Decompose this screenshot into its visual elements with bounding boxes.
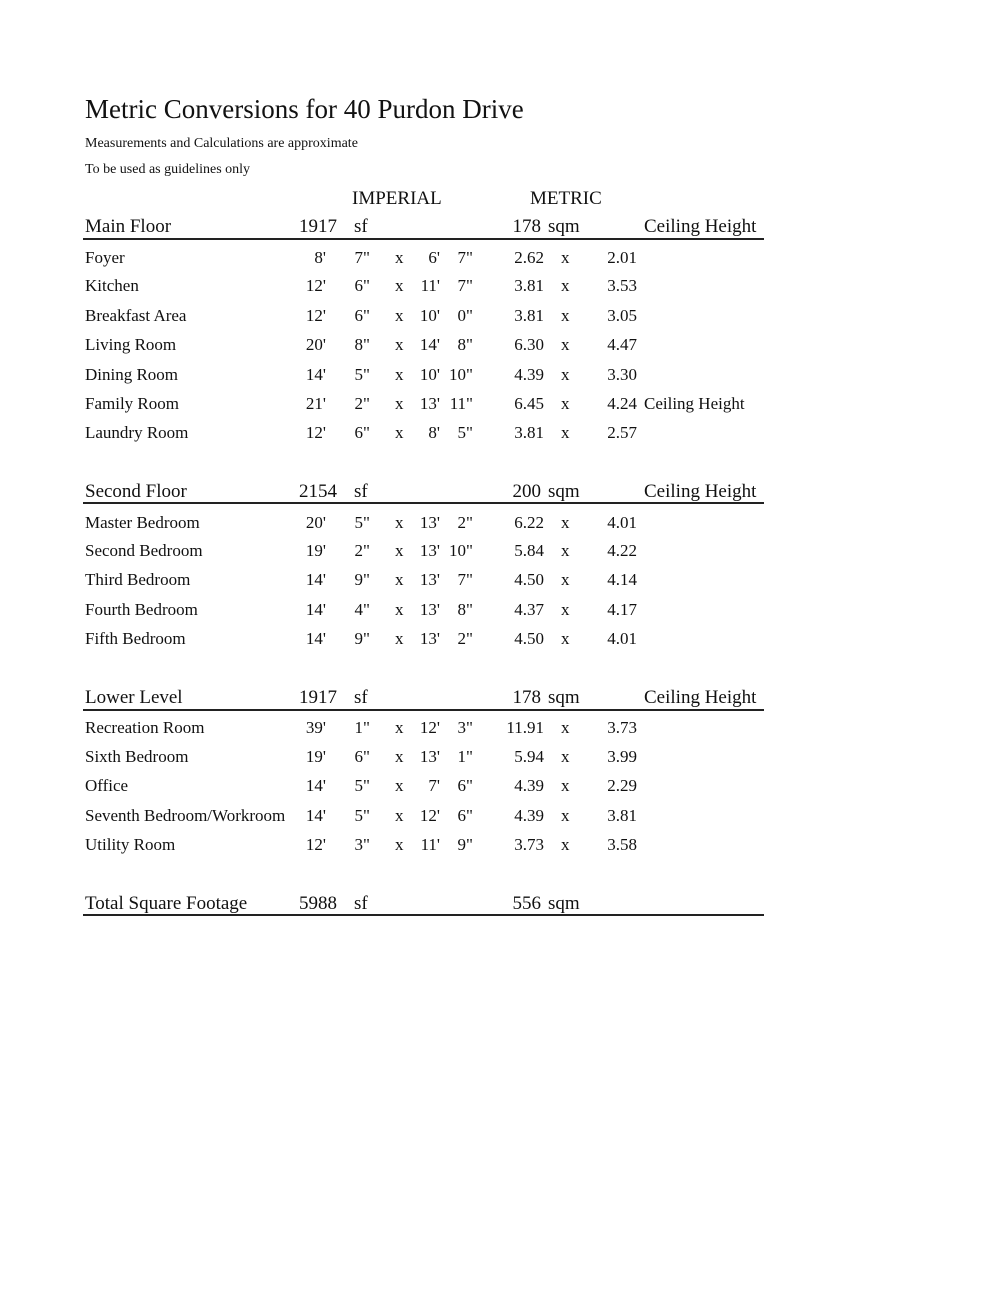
width-inches: 6"	[457, 776, 473, 795]
room-row	[0, 513, 1000, 539]
width-inches: 0"	[457, 306, 473, 325]
room-row	[0, 629, 1000, 655]
length-feet: 12'	[305, 276, 326, 295]
length-metres: 2.62	[514, 248, 544, 267]
section-area-sqm: 178	[512, 216, 541, 237]
width-inches: 9"	[457, 835, 473, 854]
length-feet: 19'	[305, 747, 326, 766]
section-divider	[83, 709, 764, 711]
times-sign: x	[395, 423, 404, 442]
width-metres: 4.01	[607, 513, 637, 532]
length-feet: 20'	[305, 513, 326, 532]
length-feet: 39'	[305, 718, 326, 737]
width-inches: 10"	[449, 541, 473, 560]
room-row	[0, 541, 1000, 567]
length-inches: 5"	[354, 776, 370, 795]
times-sign: x	[561, 629, 570, 648]
room-name: Sixth Bedroom	[85, 747, 189, 766]
length-metres: 4.50	[514, 629, 544, 648]
times-sign: x	[395, 629, 404, 648]
times-sign: x	[561, 835, 570, 854]
width-feet: 12'	[419, 718, 440, 737]
width-inches: 8"	[457, 335, 473, 354]
room-row	[0, 394, 1000, 420]
disclaimer-note: Measurements and Calculations are approximate	[85, 136, 358, 151]
width-feet: 13'	[419, 394, 440, 413]
length-inches: 9"	[354, 629, 370, 648]
room-row	[0, 806, 1000, 832]
room-row	[0, 335, 1000, 361]
length-metres: 4.39	[514, 806, 544, 825]
width-metres: 4.24	[607, 394, 637, 413]
ceiling-height-header: Ceiling Height	[644, 216, 757, 237]
room-name: Kitchen	[85, 276, 139, 295]
width-inches: 10"	[449, 365, 473, 384]
section-area-sf: 1917	[299, 216, 337, 237]
width-inches: 7"	[457, 276, 473, 295]
times-sign: x	[561, 570, 570, 589]
times-sign: x	[395, 600, 404, 619]
room-name: Breakfast Area	[85, 306, 187, 325]
length-metres: 4.50	[514, 570, 544, 589]
width-metres: 4.01	[607, 629, 637, 648]
width-feet: 10'	[419, 306, 440, 325]
length-feet: 21'	[305, 394, 326, 413]
width-feet: 14'	[419, 335, 440, 354]
room-row	[0, 718, 1000, 744]
room-name: Foyer	[85, 248, 125, 267]
times-sign: x	[561, 276, 570, 295]
ceiling-height-header: Ceiling Height	[644, 481, 757, 502]
width-feet: 7'	[428, 776, 440, 795]
sf-unit: sf	[354, 893, 368, 914]
page-title: Metric Conversions for 40 Purdon Drive	[85, 94, 524, 124]
imperial-column-header: IMPERIAL	[352, 188, 442, 209]
room-name: Fourth Bedroom	[85, 600, 198, 619]
room-row	[0, 248, 1000, 274]
length-metres: 6.45	[514, 394, 544, 413]
times-sign: x	[395, 541, 404, 560]
width-inches: 1"	[457, 747, 473, 766]
times-sign: x	[561, 600, 570, 619]
length-feet: 14'	[305, 600, 326, 619]
length-feet: 19'	[305, 541, 326, 560]
times-sign: x	[561, 248, 570, 267]
width-inches: 11"	[449, 394, 473, 413]
length-inches: 9"	[354, 570, 370, 589]
length-metres: 4.39	[514, 776, 544, 795]
times-sign: x	[395, 248, 404, 267]
length-inches: 1"	[354, 718, 370, 737]
ceiling-height-note: Ceiling Height	[644, 394, 745, 413]
ceiling-height-header: Ceiling Height	[644, 687, 757, 708]
times-sign: x	[561, 718, 570, 737]
room-row	[0, 365, 1000, 391]
sqm-unit: sqm	[548, 893, 580, 914]
width-inches: 2"	[457, 629, 473, 648]
section-divider	[83, 238, 764, 240]
length-metres: 6.30	[514, 335, 544, 354]
times-sign: x	[561, 747, 570, 766]
times-sign: x	[395, 276, 404, 295]
length-inches: 7"	[354, 248, 370, 267]
length-metres: 11.91	[506, 718, 544, 737]
width-metres: 3.05	[607, 306, 637, 325]
room-name: Fifth Bedroom	[85, 629, 186, 648]
length-inches: 3"	[354, 835, 370, 854]
room-name: Living Room	[85, 335, 177, 354]
length-feet: 12'	[305, 423, 326, 442]
length-metres: 5.94	[514, 747, 544, 766]
sqm-unit: sqm	[548, 481, 580, 502]
room-name: Dining Room	[85, 365, 179, 384]
times-sign: x	[395, 776, 404, 795]
width-feet: 10'	[419, 365, 440, 384]
room-row	[0, 306, 1000, 332]
length-metres: 6.22	[514, 513, 544, 532]
length-inches: 6"	[354, 306, 370, 325]
times-sign: x	[561, 365, 570, 384]
length-metres: 3.73	[514, 835, 544, 854]
length-metres: 3.81	[514, 306, 544, 325]
section-name: Second Floor	[85, 481, 187, 502]
section-area-sqm: 178	[512, 687, 541, 708]
width-feet: 12'	[419, 806, 440, 825]
sqm-unit: sqm	[548, 216, 580, 237]
length-inches: 6"	[354, 747, 370, 766]
width-inches: 8"	[457, 600, 473, 619]
total-area-sf: 5988	[299, 893, 337, 914]
width-metres: 3.99	[607, 747, 637, 766]
width-inches: 7"	[457, 248, 473, 267]
length-inches: 4"	[354, 600, 370, 619]
width-metres: 4.22	[607, 541, 637, 560]
width-metres: 4.14	[607, 570, 637, 589]
times-sign: x	[395, 747, 404, 766]
length-inches: 5"	[354, 365, 370, 384]
width-inches: 6"	[457, 806, 473, 825]
length-inches: 2"	[354, 394, 370, 413]
times-sign: x	[561, 776, 570, 795]
width-metres: 2.29	[607, 776, 637, 795]
length-inches: 6"	[354, 276, 370, 295]
section-name: Main Floor	[85, 216, 172, 237]
length-inches: 6"	[354, 423, 370, 442]
times-sign: x	[561, 423, 570, 442]
width-metres: 3.53	[607, 276, 637, 295]
sf-unit: sf	[354, 216, 368, 237]
width-feet: 13'	[419, 513, 440, 532]
length-feet: 14'	[305, 806, 326, 825]
section-area-sf: 1917	[299, 687, 337, 708]
sf-unit: sf	[354, 687, 368, 708]
times-sign: x	[395, 570, 404, 589]
length-feet: 14'	[305, 629, 326, 648]
width-metres: 3.30	[607, 365, 637, 384]
length-inches: 5"	[354, 806, 370, 825]
room-name: Second Bedroom	[85, 541, 203, 560]
room-name: Seventh Bedroom/Workroom	[85, 806, 286, 825]
width-metres: 4.47	[607, 335, 637, 354]
times-sign: x	[395, 806, 404, 825]
room-name: Recreation Room	[85, 718, 205, 737]
length-feet: 12'	[305, 306, 326, 325]
room-row	[0, 747, 1000, 773]
width-feet: 11'	[420, 835, 440, 854]
length-feet: 14'	[305, 570, 326, 589]
total-divider	[83, 914, 764, 916]
section-area-sqm: 200	[512, 481, 541, 502]
width-feet: 8'	[428, 423, 440, 442]
room-row	[0, 600, 1000, 626]
times-sign: x	[395, 306, 404, 325]
section-name: Lower Level	[85, 687, 183, 708]
disclaimer-note: To be used as guidelines only	[85, 162, 251, 177]
length-metres: 4.37	[514, 600, 544, 619]
times-sign: x	[561, 513, 570, 532]
room-name: Laundry Room	[85, 423, 189, 442]
total-area-sqm: 556	[512, 893, 541, 914]
width-metres: 3.58	[607, 835, 637, 854]
width-feet: 13'	[419, 570, 440, 589]
length-inches: 2"	[354, 541, 370, 560]
room-row	[0, 423, 1000, 449]
width-feet: 13'	[419, 600, 440, 619]
width-metres: 3.73	[607, 718, 637, 737]
length-metres: 3.81	[514, 423, 544, 442]
section-area-sf: 2154	[299, 481, 337, 502]
length-inches: 8"	[354, 335, 370, 354]
width-feet: 13'	[419, 747, 440, 766]
times-sign: x	[395, 835, 404, 854]
times-sign: x	[561, 541, 570, 560]
times-sign: x	[561, 394, 570, 413]
length-inches: 5"	[354, 513, 370, 532]
width-feet: 13'	[419, 629, 440, 648]
length-feet: 12'	[305, 835, 326, 854]
length-metres: 4.39	[514, 365, 544, 384]
room-row	[0, 835, 1000, 861]
room-name: Third Bedroom	[85, 570, 191, 589]
times-sign: x	[395, 513, 404, 532]
room-row	[0, 776, 1000, 802]
sqm-unit: sqm	[548, 687, 580, 708]
width-inches: 7"	[457, 570, 473, 589]
width-metres: 2.57	[607, 423, 637, 442]
width-metres: 4.17	[607, 600, 637, 619]
times-sign: x	[561, 335, 570, 354]
width-inches: 5"	[457, 423, 473, 442]
width-metres: 2.01	[607, 248, 637, 267]
length-metres: 3.81	[514, 276, 544, 295]
length-metres: 5.84	[514, 541, 544, 560]
length-feet: 14'	[305, 365, 326, 384]
room-row	[0, 570, 1000, 596]
length-feet: 14'	[305, 776, 326, 795]
room-row	[0, 276, 1000, 302]
width-feet: 13'	[419, 541, 440, 560]
width-feet: 6'	[428, 248, 440, 267]
room-name: Master Bedroom	[85, 513, 200, 532]
times-sign: x	[395, 718, 404, 737]
section-divider	[83, 502, 764, 504]
width-metres: 3.81	[607, 806, 637, 825]
times-sign: x	[395, 394, 404, 413]
times-sign: x	[395, 335, 404, 354]
sf-unit: sf	[354, 481, 368, 502]
room-name: Utility Room	[85, 835, 176, 854]
length-feet: 8'	[314, 248, 326, 267]
metric-column-header: METRIC	[530, 188, 602, 209]
times-sign: x	[395, 365, 404, 384]
times-sign: x	[561, 806, 570, 825]
room-name: Family Room	[85, 394, 179, 413]
room-name: Office	[85, 776, 129, 795]
width-inches: 2"	[457, 513, 473, 532]
total-label: Total Square Footage	[85, 893, 248, 914]
width-inches: 3"	[457, 718, 473, 737]
times-sign: x	[561, 306, 570, 325]
length-feet: 20'	[305, 335, 326, 354]
width-feet: 11'	[420, 276, 440, 295]
